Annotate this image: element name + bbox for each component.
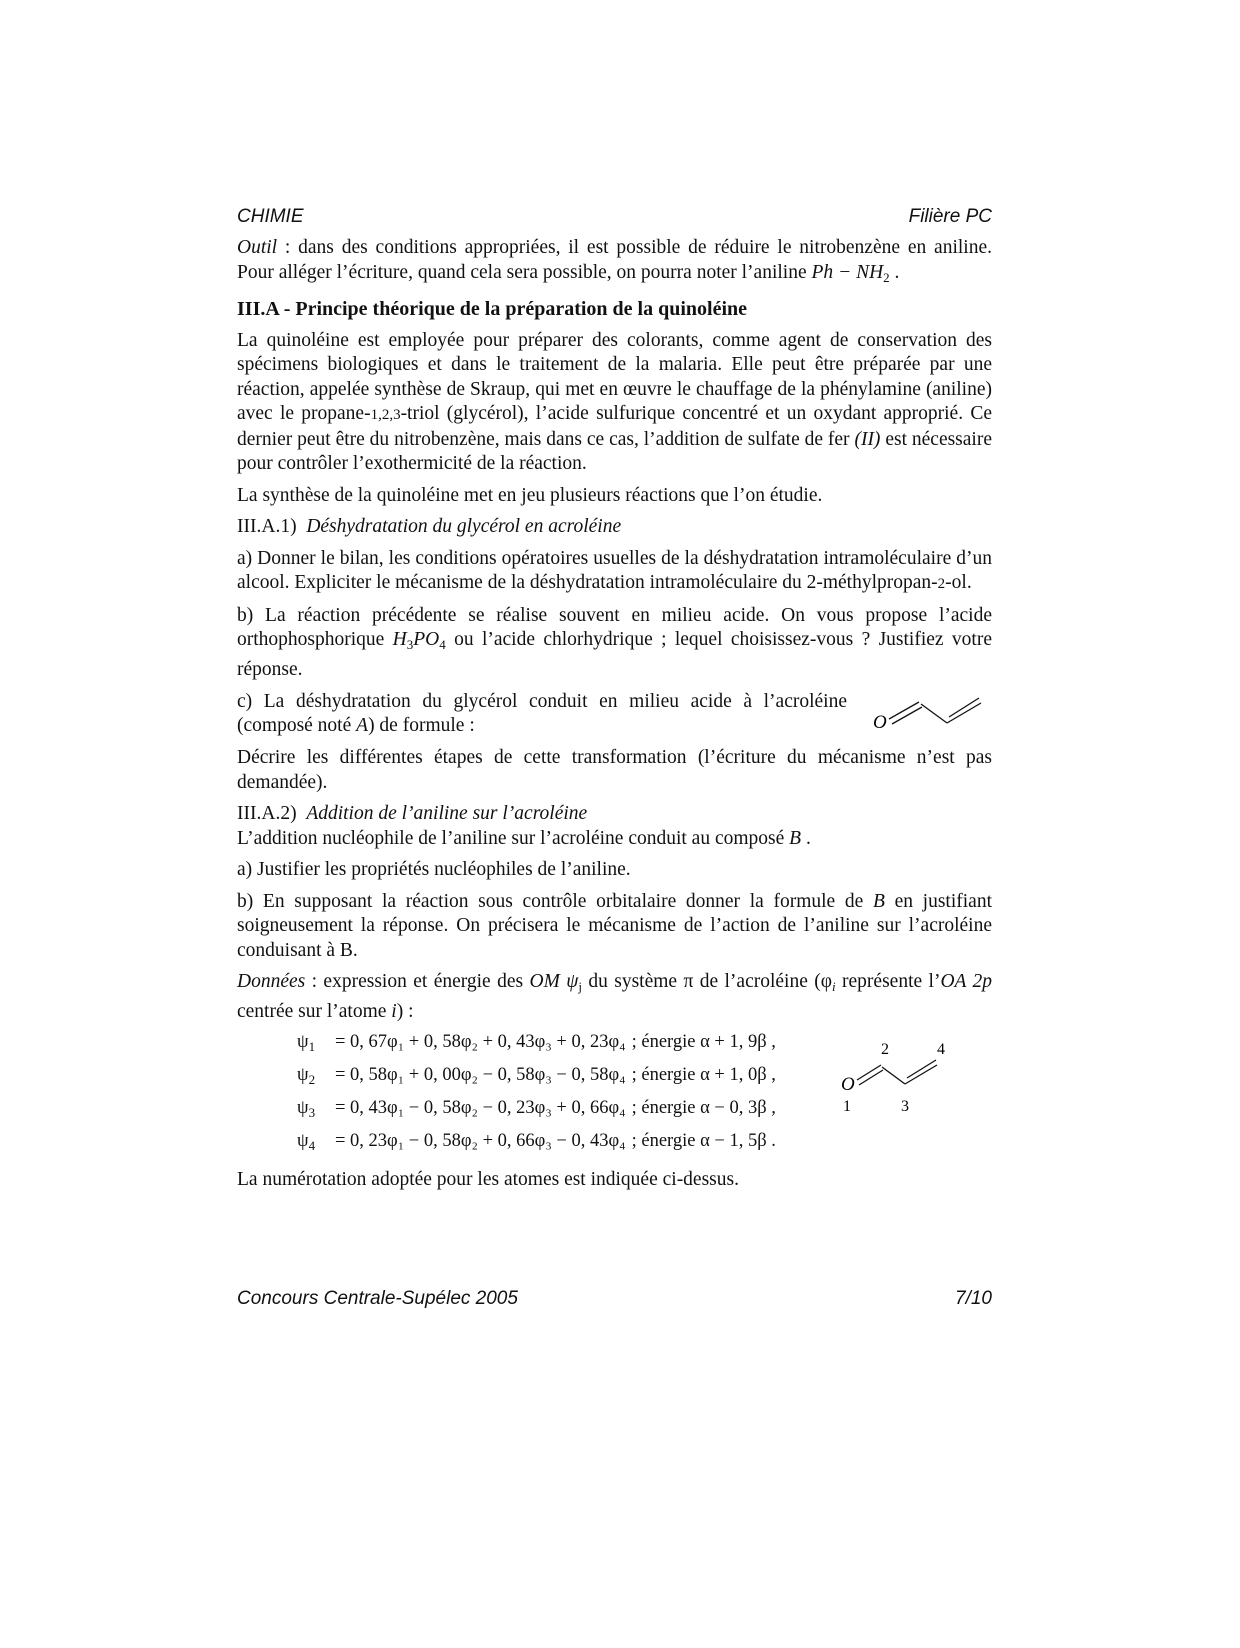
orbital-block [237, 1026, 992, 1158]
q2-a: a) Justifier les propriétés nucléophiles de l’aniline. [237, 859, 631, 880]
psi-symbol: ψ [297, 1098, 309, 1118]
psi-index: 1 [308, 1039, 316, 1054]
section-intro [237, 329, 992, 477]
psi-expression: = 0, 67φ₁ + 0, 58φ₂ + 0, 43φ₃ + 0, 23φ₄ [335, 1032, 626, 1052]
acrolein-structure [867, 689, 992, 739]
section-intro2: La synthèse de la quinoléine met en jeu plusieurs réactions que l’on étudie. [237, 484, 823, 506]
donnees-4: centrée sur l’atome [237, 1000, 392, 1022]
bond-cc [882, 1067, 905, 1084]
intro-c: est nécessaire pour contrôler l’exothermicité de la réaction. [237, 428, 992, 474]
donnees-label: Données [237, 971, 306, 992]
q2-intro-end: . [801, 827, 811, 849]
intro-num: 1,2,3 [370, 407, 401, 423]
q2-title: Addition de l’aniline sur l’acroléine [306, 803, 588, 824]
q1-c-row [237, 689, 992, 739]
q2-b-end: en justifiant soigneusement la réponse. On précisera le mécanisme de l’action de l’aniline sur l’acroléine conduisant à B. [237, 890, 992, 961]
psi-symbol: ψ [297, 1065, 309, 1085]
atom-number-1: 1 [843, 1098, 851, 1115]
outil-end: . [889, 261, 900, 283]
psi-index: 2 [308, 1072, 316, 1087]
page-header [237, 206, 992, 228]
bond-cc-double-1 [905, 1065, 937, 1084]
psi-index: 3 [308, 1105, 316, 1120]
q2-heading [237, 802, 992, 827]
q2-b [237, 890, 992, 964]
atom-number-4: 4 [937, 1041, 945, 1058]
q2-intro-B: B [789, 827, 802, 849]
psi-energy: ; énergie α − 1, 5β . [631, 1131, 776, 1151]
acrolein-numbered-structure [837, 1036, 967, 1126]
bond-co-1 [857, 1065, 881, 1080]
psi-index: 4 [308, 1138, 316, 1153]
atom-number-2: 2 [881, 1041, 889, 1058]
donnees-om: OM ψ [529, 971, 579, 992]
q2-num: III.A.2) [237, 803, 297, 824]
psi-symbol: ψ [297, 1032, 309, 1052]
footer-page-number: 7/10 [955, 1288, 992, 1309]
numbering-note: La numérotation adoptée pour les atomes est indiquée ci-dessus. [237, 1169, 739, 1190]
q1-a-end: -ol. [945, 572, 972, 593]
q1-title: Déshydratation du glycérol en acroléine [306, 516, 622, 537]
psi-expression: = 0, 43φ₁ − 0, 58φ₂ − 0, 23φ₃ + 0, 66φ₄ [335, 1098, 626, 1118]
page-body [237, 236, 992, 1200]
q2-intro [237, 827, 992, 852]
bond-co-2 [859, 1070, 883, 1085]
donnees-5: ) : [396, 1000, 414, 1022]
q1-b-po: PO [413, 629, 440, 650]
intro-fe: (II) [854, 428, 881, 450]
q2-b-text: b) En supposant la réaction sous contrôle orbitalaire donner la formule de [237, 890, 873, 912]
intro-b: -triol (glycérol), l’acide sulfurique concentré et un oxydant approprié. Ce dernier peut être du nitrobenzène, mais dans ce cas, l’addition de sulfate de fer [237, 403, 992, 450]
outil-label: Outil [237, 237, 278, 258]
psi-energy: ; énergie α − 0, 3β , [631, 1098, 776, 1118]
bond-cc [921, 704, 947, 723]
q1-a-num: 2 [937, 576, 946, 592]
outil-formula-sub: 2 [883, 269, 890, 285]
bond-cc-double-2 [907, 1060, 936, 1078]
q1-d: Décrire les différentes étapes de cette transformation (l’écriture du mécanisme n’est pas demandée). [237, 747, 992, 793]
acrolein-O-label: O [873, 712, 887, 733]
intro-a: La quinoléine est employée pour préparer des colorants, comme agent de conservation des spécimens biologiques et dans le traitement de la malaria. Elle peut être préparée par une réaction, appelée synthèse de Skraup, qui met en œuvre le chauffage de la phénylamine (aniline) avec le propane- [237, 329, 992, 424]
q1-c-text: c) La déshydratation du glycérol conduit en milieu acide à l’acroléine (composé noté [237, 690, 847, 736]
donnees-phi: φ [820, 971, 833, 992]
donnees-atom: i [391, 1000, 397, 1022]
q1-b-h: H [392, 629, 407, 650]
header-subject: CHIMIE [237, 206, 304, 227]
atom-O-label: O [841, 1074, 855, 1095]
q2-intro-text: L’addition nucléophile de l’aniline sur l’acroléine conduit au composé [237, 827, 790, 849]
bond-co-1 [889, 702, 919, 719]
outil-text: : dans des conditions appropriées, il est possible de réduire le nitrobenzène en aniline. Pour alléger l’écriture, quand cela sera possible, on pourra noter l’aniline [237, 237, 992, 283]
donnees-oa: OA 2p [940, 971, 992, 992]
q1-a-text: a) Donner le bilan, les conditions opératoires usuelles de la déshydratation intramoléculaire d’un alcool. Expliciter le mécanisme de la déshydratation intramoléculaire du 2-méthylpropan- [237, 547, 992, 593]
donnees-i: i [832, 979, 836, 994]
q1-b-end: ou l’acide chlorhydrique ; lequel choisissez-vous ? Justifiez votre réponse. [237, 629, 992, 680]
q1-b-po-sub: 4 [439, 637, 446, 652]
footer-exam: Concours Centrale-Supélec 2005 [237, 1288, 518, 1309]
donnees-j: j [578, 979, 582, 994]
psi-expression: = 0, 23φ₁ − 0, 58φ₂ + 0, 66φ₃ − 0, 43φ₄ [335, 1131, 626, 1151]
q2-b-B: B [872, 890, 885, 912]
q1-b [237, 604, 992, 683]
q1-b-text: b) La réaction précédente se réalise souvent en milieu acide. On vous propose l’acide orthophosphorique [237, 604, 992, 650]
bond-cc-double-1 [947, 703, 981, 723]
q1-heading [237, 515, 992, 540]
bond-co-2 [892, 707, 922, 724]
psi-energy: ; énergie α + 1, 0β , [631, 1065, 776, 1085]
atom-number-3: 3 [901, 1098, 909, 1115]
page-footer [237, 1288, 992, 1310]
q1-c-end: ) de formule : [368, 715, 475, 736]
equation-psi4 [297, 1125, 992, 1158]
q1-c [237, 690, 867, 739]
section-title: III.A - Principe théorique de la préparation de la quinoléine [237, 298, 748, 320]
psi-expression: = 0, 58φ₁ + 0, 00φ₂ − 0, 58φ₃ − 0, 58φ₄ [335, 1065, 626, 1085]
outil-formula: Ph − NH [811, 261, 884, 283]
psi-energy: ; énergie α + 1, 9β , [631, 1032, 776, 1052]
donnees-2: du système π de l’acroléine ( [581, 971, 821, 992]
donnees-3: représente l’ [835, 971, 941, 992]
outil-paragraph [237, 236, 992, 290]
q1-a [237, 547, 992, 597]
q1-num: III.A.1) [237, 516, 297, 537]
donnees-1: : expression et énergie des [305, 971, 530, 992]
q2-donnees [237, 970, 992, 1024]
header-track: Filière PC [908, 206, 992, 227]
q1-b-h-sub: 3 [406, 637, 414, 652]
q1-c-A: A [356, 715, 369, 736]
psi-symbol: ψ [297, 1131, 309, 1151]
